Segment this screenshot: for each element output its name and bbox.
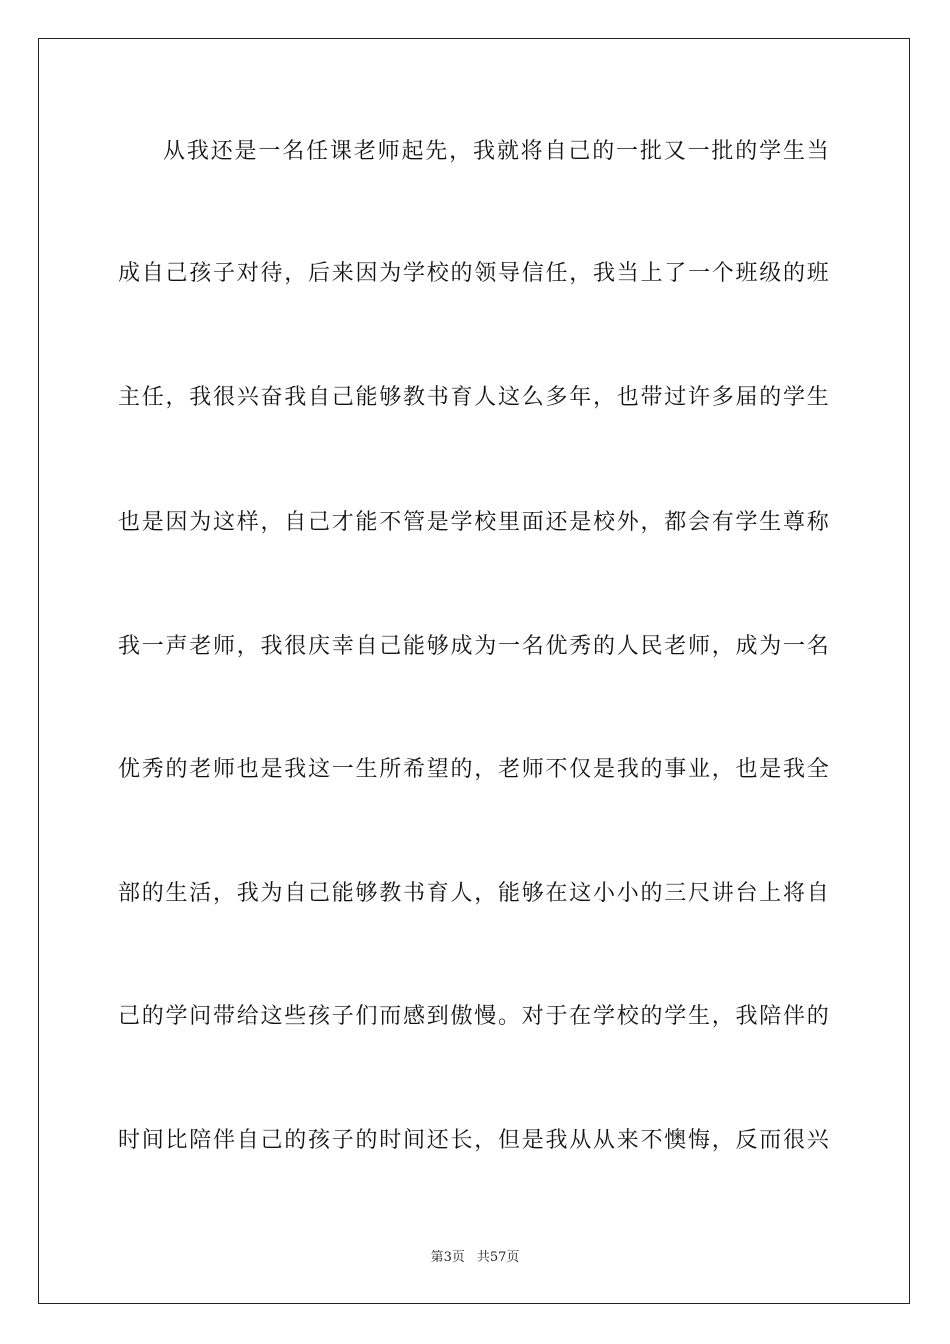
text-line-9: 时间比陪伴自己的孩子的时间还长，但是我从从来不懊悔，反而很兴 xyxy=(118,1128,830,1153)
page-total: 共57页 xyxy=(476,1250,520,1265)
text-line-3: 主任，我很兴奋我自己能够教书育人这么多年，也带过许多届的学生 xyxy=(118,385,830,410)
text-line-2: 成自己孩子对待，后来因为学校的领导信任，我当上了一个班级的班 xyxy=(118,261,830,286)
page-footer xyxy=(0,1246,950,1265)
text-line-5: 我一声老师，我很庆幸自己能够成为一名优秀的人民老师，成为一名 xyxy=(118,634,830,659)
page-number: 第3页 xyxy=(430,1250,465,1265)
text-line-1: 从我还是一名任课老师起先，我就将自己的一批又一批的学生当 xyxy=(163,139,830,164)
text-line-6: 优秀的老师也是我这一生所希望的，老师不仅是我的事业，也是我全 xyxy=(118,757,830,782)
text-line-4: 也是因为这样，自己才能不管是学校里面还是校外，都会有学生尊称 xyxy=(118,510,830,535)
text-line-7: 部的生活，我为自己能够教书育人，能够在这小小的三尺讲台上将自 xyxy=(118,881,830,906)
text-line-8: 己的学问带给这些孩子们而感到傲慢。对于在学校的学生，我陪伴的 xyxy=(118,1004,830,1029)
page-border xyxy=(38,38,910,1304)
